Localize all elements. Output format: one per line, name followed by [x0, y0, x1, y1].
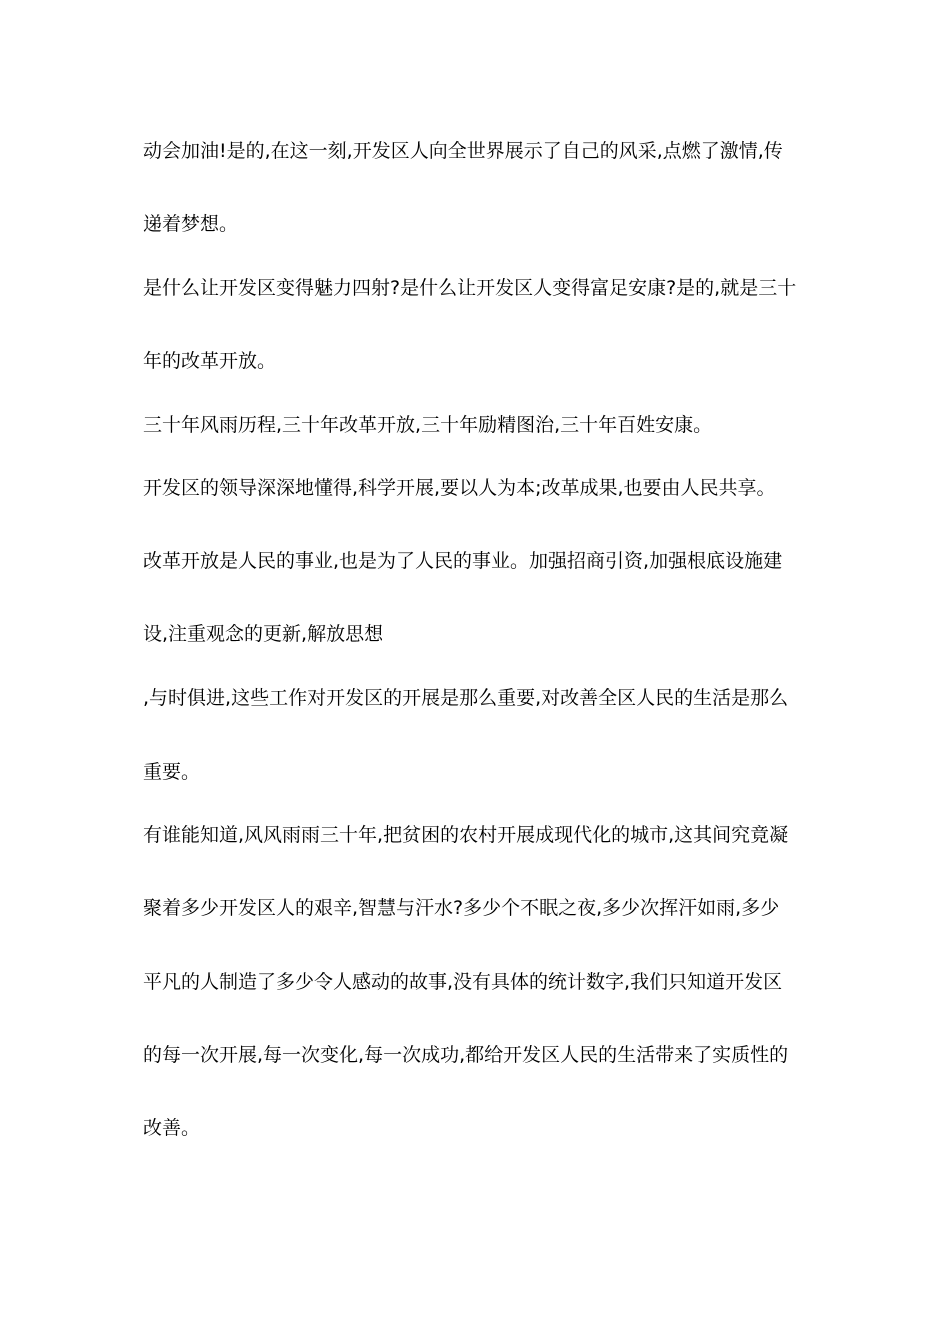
text-line: ,与时俱进,这些工作对开发区的开展是那么重要,对改善全区人民的生活是那么	[143, 687, 789, 709]
text-line: 改革开放是人民的事业,也是为了人民的事业。加强招商引资,加强根底设施建	[143, 550, 783, 572]
text-line: 年的改革开放。	[143, 350, 277, 372]
text-line: 设,注重观念的更新,解放思想	[143, 623, 384, 645]
text-line: 动会加油!是的,在这一刻,开发区人向全世界展示了自己的风采,点燃了激情,传	[143, 140, 783, 162]
text-line: 是什么让开发区变得魅力四射?是什么让开发区人变得富足安康?是的,就是三十	[143, 277, 797, 299]
text-line: 重要。	[143, 761, 201, 783]
text-line: 的每一次开展,每一次变化,每一次成功,都给开发区人民的生活带来了实质性的	[143, 1044, 789, 1066]
text-line: 有谁能知道,风风雨雨三十年,把贫困的农村开展成现代化的城市,这其间究竟凝	[143, 824, 789, 846]
text-line: 改善。	[143, 1117, 201, 1139]
text-line: 递着梦想。	[143, 213, 239, 235]
text-line: 聚着多少开发区人的艰辛,智慧与汗水?多少个不眠之夜,多少次挥汗如雨,多少	[143, 897, 780, 919]
text-line: 开发区的领导深深地懂得,科学开展,要以人为本;改革成果,也要由人民共享。	[143, 477, 776, 499]
text-line: 平凡的人制造了多少令人感动的故事,没有具体的统计数字,我们只知道开发区	[143, 971, 783, 993]
text-line: 三十年风雨历程,三十年改革开放,三十年励精图治,三十年百姓安康。	[143, 414, 713, 436]
